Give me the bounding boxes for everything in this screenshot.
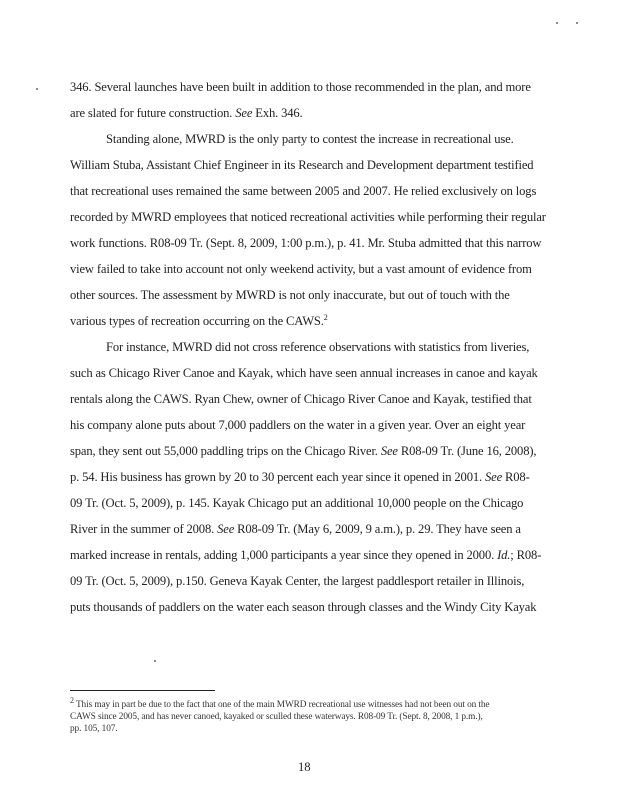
text-line [70,106,303,120]
text-line [70,314,328,328]
text-line [70,210,546,224]
signal-see: See [217,522,235,536]
text-line [70,574,524,588]
text-run: work functions. R08-09 Tr. (Sept. 8, 2009, 1:00 p.m.), p. 41. Mr. Stuba admitted that this narrow [70,236,542,250]
text-line [70,184,536,198]
text-line [70,80,531,94]
scan-speck [556,22,558,24]
footnote-divider [70,690,215,691]
footnote-ref: 2 [323,312,328,322]
text-line [70,418,525,432]
text-run: ; R08- [510,548,542,562]
signal-id: Id. [497,548,511,562]
footnote-line [70,724,118,735]
text-run: are slated for future construction. [70,106,236,120]
text-line [106,340,529,354]
text-run: puts thousands of paddlers on the water each season through classes and the Windy City Kayak [70,600,537,614]
footnote-line [70,712,483,723]
text-run: 346. Several launches have been built in addition to those recommended in the plan, and more [70,80,531,94]
page-number: 18 [298,760,311,774]
text-line [70,496,523,510]
scan-speck [36,88,38,90]
text-line [70,444,536,458]
text-run: such as Chicago River Canoe and Kayak, which have seen annual increases in canoe and kayak [70,366,538,380]
text-line [70,600,536,614]
text-line [70,288,510,302]
text-run: view failed to take into account not only weekend activity, but a vast amount of evidence from [70,262,532,276]
text-line [70,392,532,406]
footnote-line [70,695,490,711]
text-run: p. 54. His business has grown by 20 to 30 percent each year since it opened in 2001. [70,470,485,484]
text-line [70,236,541,250]
text-line [70,158,533,172]
text-run: his company alone puts about 7,000 paddlers on the water in a given year. Over an eight year [70,418,526,432]
text-run: recorded by MWRD employees that noticed recreational activities while performing their regular [70,210,546,224]
footnote-text: This may in part be due to the fact that one of the main MWRD recreational use witnesses had not been out on the [73,700,490,710]
footnote-text: CAWS since 2005, and has never canoed, kayaked or sculled these waterways. R08-09 Tr. (Sept. 8, 2008, 1 p.m.), [70,712,483,722]
text-run: various types of recreation occurring on the CAWS. [70,314,324,328]
text-run: R08- [502,470,530,484]
scan-speck [576,22,578,24]
text-run: R08-09 Tr. (June 16, 2008), [397,444,537,458]
scan-speck [154,660,156,662]
text-run: For instance, MWRD did not cross reference observations with statistics from liveries, [106,340,530,354]
signal-see: See [380,444,398,458]
text-run: River in the summer of 2008. [70,522,218,536]
text-run: Exh. 346. [252,106,303,120]
text-run: rentals along the CAWS. Ryan Chew, owner of Chicago River Canoe and Kayak, testified that [70,392,532,406]
text-line [70,470,530,484]
text-line [70,262,532,276]
text-run: Standing alone, MWRD is the only party to contest the increase in recreational use. [106,132,514,146]
text-run: marked increase in rentals, adding 1,000 participants a year since they opened in 2000. [70,548,498,562]
text-run: other sources. The assessment by MWRD is not only inaccurate, but out of touch with the [70,288,510,302]
footnote-marker: 2 [70,695,74,705]
text-line [70,522,521,536]
text-run: R08-09 Tr. (May 6, 2009, 9 a.m.), p. 29. They have seen a [234,522,521,536]
text-line [70,366,538,380]
signal-see: See [485,470,503,484]
text-run: 09 Tr. (Oct. 5, 2009), p.150. Geneva Kayak Center, the largest paddlesport retailer in Illinois, [70,574,525,588]
text-line [106,132,514,146]
footnote-text: pp. 105, 107. [70,724,118,734]
text-run: that recreational uses remained the same between 2005 and 2007. He relied exclusively on logs [70,184,537,198]
text-run: 09 Tr. (Oct. 5, 2009), p. 145. Kayak Chicago put an additional 10,000 people on the Chicago [70,496,524,510]
signal-see: See [235,106,253,120]
text-run: span, they sent out 55,000 paddling trips on the Chicago River. [70,444,381,458]
text-run: William Stuba, Assistant Chief Engineer in its Research and Development department testified [70,158,534,172]
text-line [70,548,541,562]
